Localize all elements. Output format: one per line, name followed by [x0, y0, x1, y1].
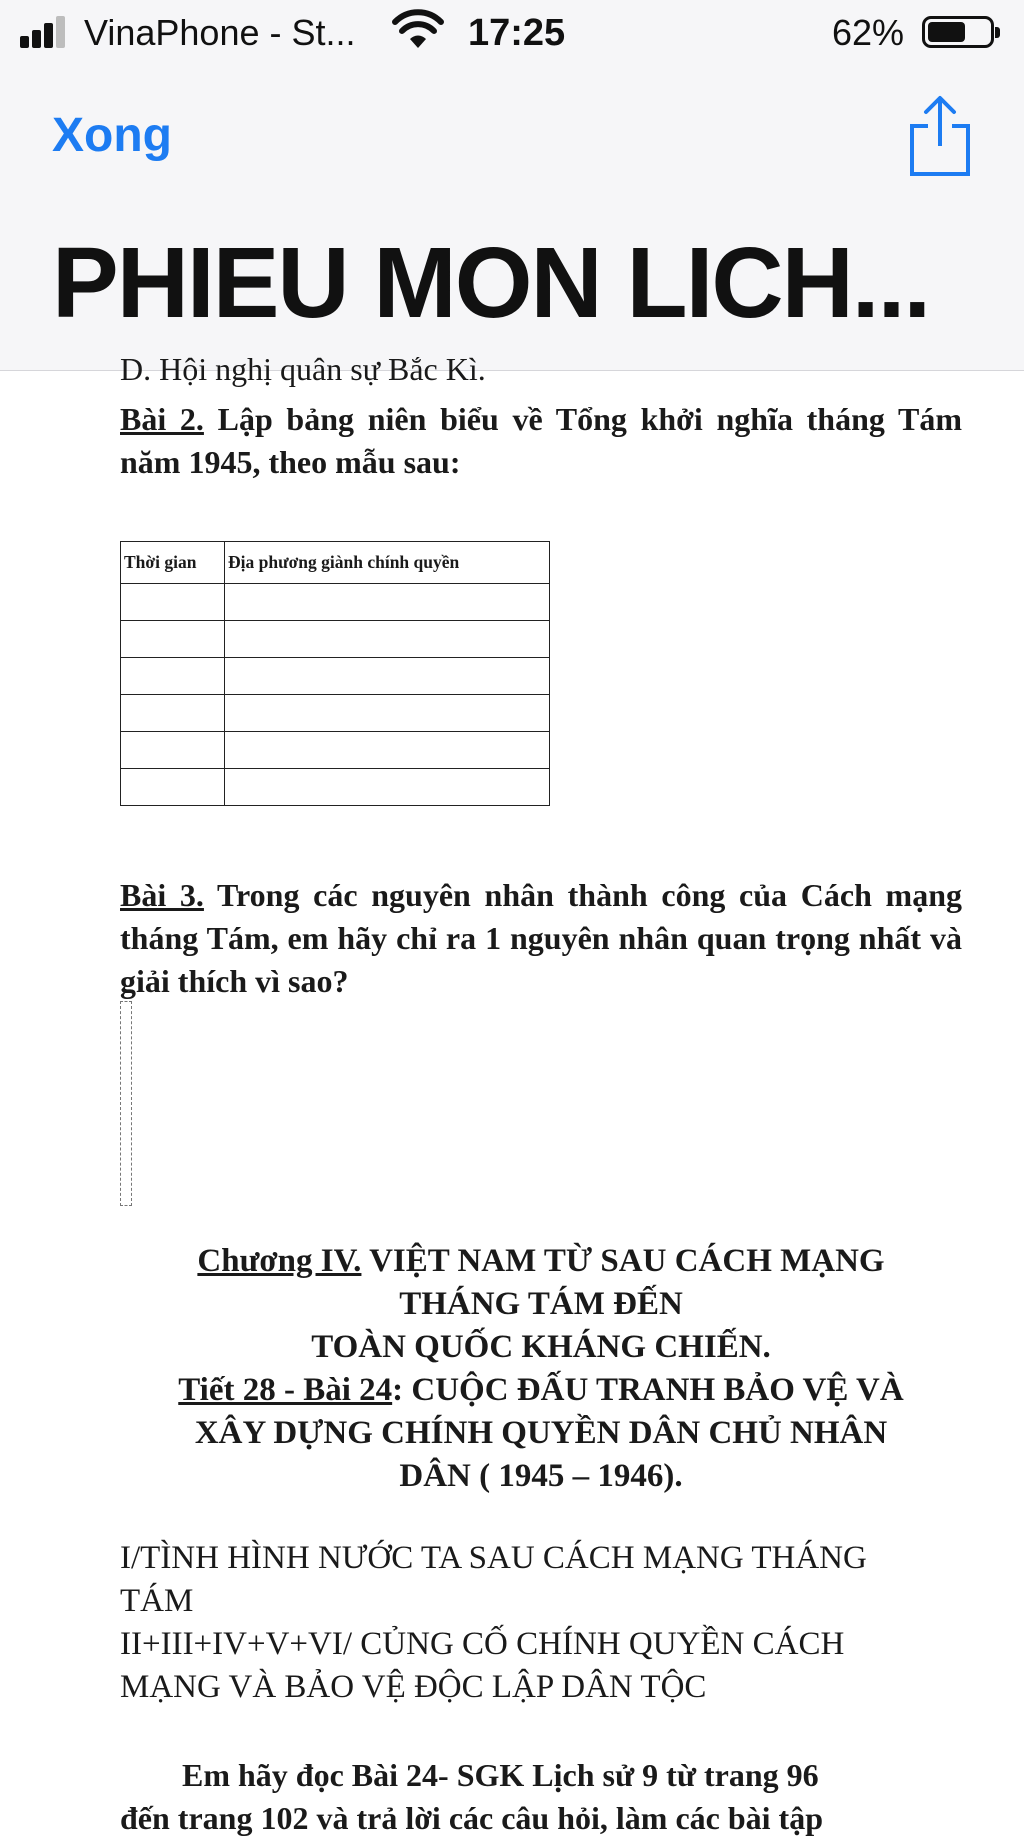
battery-icon	[922, 16, 994, 48]
chapter-label: Chương IV.	[197, 1243, 362, 1279]
share-icon[interactable]	[906, 92, 974, 178]
table-cell	[121, 769, 225, 806]
section-1-line-2: TÁM	[120, 1583, 194, 1619]
exercise-3-label: Bài 3.	[120, 877, 204, 913]
lesson-title-part: : CUỘC ĐẤU TRANH BẢO VỆ VÀ	[392, 1372, 904, 1408]
chapter-heading-line-1	[120, 1240, 962, 1283]
table-cell	[121, 621, 225, 658]
section-2-heading	[120, 1623, 962, 1709]
exercise-2-label: Bài 2.	[120, 401, 204, 437]
lesson-heading-line-3: DÂN ( 1945 – 1946).	[399, 1458, 683, 1494]
viewer-header	[0, 0, 1024, 371]
lesson-heading-line-2: XÂY DỰNG CHÍNH QUYỀN DÂN CHỦ NHÂN	[194, 1415, 888, 1451]
table-cell	[121, 658, 225, 695]
instruction-line-1: Em hãy đọc Bài 24- SGK Lịch sử 9 từ trang 96	[182, 1757, 819, 1793]
table-cell	[121, 695, 225, 732]
wifi-icon	[392, 10, 444, 50]
section-2-line-1: II+III+IV+V+VI/ CỦNG CỐ CHÍNH QUYỀN CÁCH	[120, 1626, 845, 1662]
exercise-2	[120, 398, 962, 484]
instruction-paragraph	[120, 1754, 962, 1840]
status-bar	[0, 0, 1024, 66]
table-row	[121, 769, 550, 806]
chapter-heading	[120, 1240, 962, 1498]
section-2-line-2: MẠNG VÀ BẢO VỆ ĐỘC LẬP DÂN TỘC	[120, 1669, 707, 1705]
lesson-heading-line-1	[120, 1369, 962, 1412]
table-cell	[225, 769, 550, 806]
done-button[interactable]: Xong	[52, 109, 172, 162]
chapter-title-part: VIỆT NAM TỪ SAU CÁCH MẠNG	[361, 1243, 885, 1279]
table-cell	[121, 584, 225, 621]
table-row	[121, 658, 550, 695]
exercise-3-text: Trong các nguyên nhân thành công của Cách mạng tháng Tám, em hãy chỉ ra 1 nguyên nhân quan trọng nhất và giải thích vì sao?	[120, 877, 963, 999]
carrier-name: VinaPhone - St...	[84, 12, 356, 53]
exercise-3	[120, 874, 962, 1003]
table-row	[121, 732, 550, 769]
partial-text-line: D. Hội nghị quân sự Bắc Kì.	[120, 351, 486, 387]
table-cell	[225, 695, 550, 732]
chapter-heading-line-3: TOÀN QUỐC KHÁNG CHIẾN.	[311, 1329, 771, 1365]
table-cell	[225, 658, 550, 695]
table-row	[121, 695, 550, 732]
table-row	[121, 584, 550, 621]
section-1-heading	[120, 1537, 962, 1623]
exercise-2-text: Lập bảng niên biểu về Tổng khởi nghĩa tháng Tám năm 1945, theo mẫu sau:	[120, 401, 963, 480]
table-cell	[225, 621, 550, 658]
answer-text-box[interactable]	[120, 1001, 132, 1206]
table-cell	[225, 732, 550, 769]
lesson-label: Tiết 28 - Bài 24	[178, 1372, 393, 1408]
battery-percent: 62%	[832, 12, 905, 53]
column-header-time: Thời gian	[121, 542, 225, 584]
table-cell	[121, 732, 225, 769]
table-cell	[225, 584, 550, 621]
section-1-line-1: I/TÌNH HÌNH NƯỚC TA SAU CÁCH MẠNG THÁNG	[120, 1540, 867, 1576]
document-title: PHIEU MON LICH...	[52, 227, 930, 339]
table-row	[121, 621, 550, 658]
clock: 17:25	[468, 12, 566, 54]
timeline-table	[120, 541, 550, 806]
chapter-heading-line-2: THÁNG TÁM ĐẾN	[399, 1286, 683, 1322]
instruction-line-2: đến trang 102 và trả lời các câu hỏi, làm các bài tập	[120, 1800, 823, 1836]
document-page[interactable]	[0, 351, 1024, 1836]
signal-icon	[20, 14, 66, 48]
table-header-row	[121, 542, 550, 584]
column-header-location: Địa phương giành chính quyền	[225, 542, 550, 584]
